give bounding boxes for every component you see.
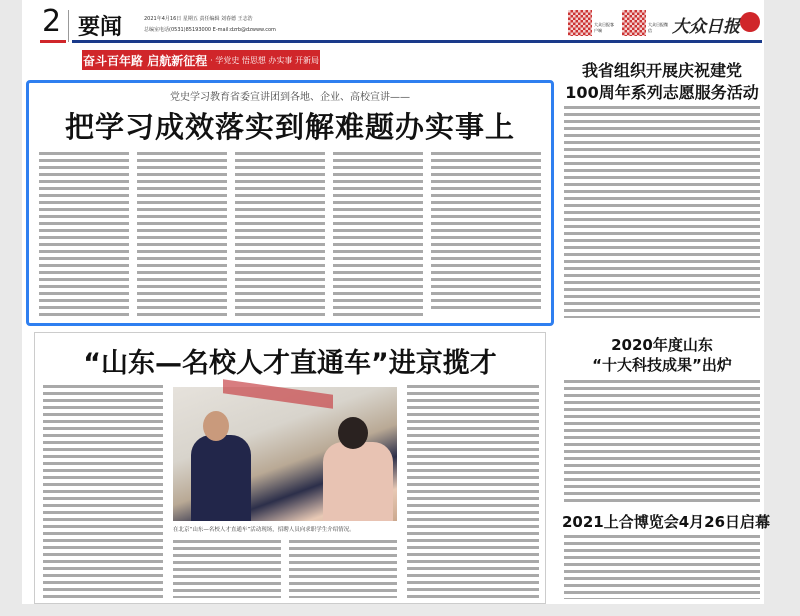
page-number: 2 (42, 4, 62, 39)
logo: 大众日报 (672, 17, 740, 37)
meta-line-2: 总编室电话(0531)85193000 E-mail:dzrb@dzwww.com (144, 27, 276, 33)
article-text (39, 150, 129, 320)
lead-headline: 把学习成效落实到解难题办实事上 (64, 110, 515, 144)
article-text (43, 383, 163, 598)
article-text (333, 150, 423, 320)
second-article (34, 332, 546, 604)
photo-banner (223, 379, 333, 408)
headline-tech-2: “十大科技成果”出炉 (592, 356, 732, 374)
photo-person-head (338, 417, 368, 449)
lead-article-selected[interactable] (26, 80, 554, 326)
photo-caption: 在北京“山东—名校人才直通车”活动现场，招聘人员向求职学生介绍情况。 (173, 527, 355, 533)
photo-person (191, 435, 251, 521)
article-text (564, 104, 760, 318)
red-rule (40, 40, 66, 43)
photo-person (323, 442, 393, 521)
meta-line-1: 2021年4月16日 星期五 责任编辑 刘春德 王志浩 (144, 16, 253, 22)
divider (68, 10, 69, 42)
photo-person-head (203, 411, 229, 441)
article-text (289, 538, 397, 598)
lead-kicker: 党史学习教育省委宣讲团到各地、企业、高校宣讲—— (170, 92, 410, 103)
section-title: 要闻 (78, 15, 123, 40)
article-text (564, 378, 760, 506)
article-text (173, 538, 281, 598)
banner-sub: · 学党史 悟思想 办实事 开新局 (210, 55, 319, 65)
qr-label: 大众日报微信 (648, 22, 668, 33)
article-text (407, 383, 539, 598)
article-text (235, 150, 325, 320)
article-text (564, 533, 760, 599)
article-text (431, 150, 541, 310)
article-text (137, 150, 227, 320)
theme-banner (82, 50, 320, 70)
event-photo (173, 387, 397, 521)
right-column (562, 0, 771, 604)
headline-expo: 2021上合博览会4月26日启幕 (562, 513, 771, 531)
headline-volunteer: 我省组织开展庆祝建党 (581, 61, 742, 80)
headline-volunteer-2: 100周年系列志愿服务活动 (565, 83, 759, 102)
second-headline: “山东—名校人才直通车”进京揽才 (83, 348, 497, 379)
qr-label: 大众日报客户端 (594, 22, 614, 33)
newspaper-page (22, 0, 771, 604)
headline-tech: 2020年度山东 (611, 336, 713, 354)
banner-main: 奋斗百年路 启航新征程 (83, 53, 208, 68)
